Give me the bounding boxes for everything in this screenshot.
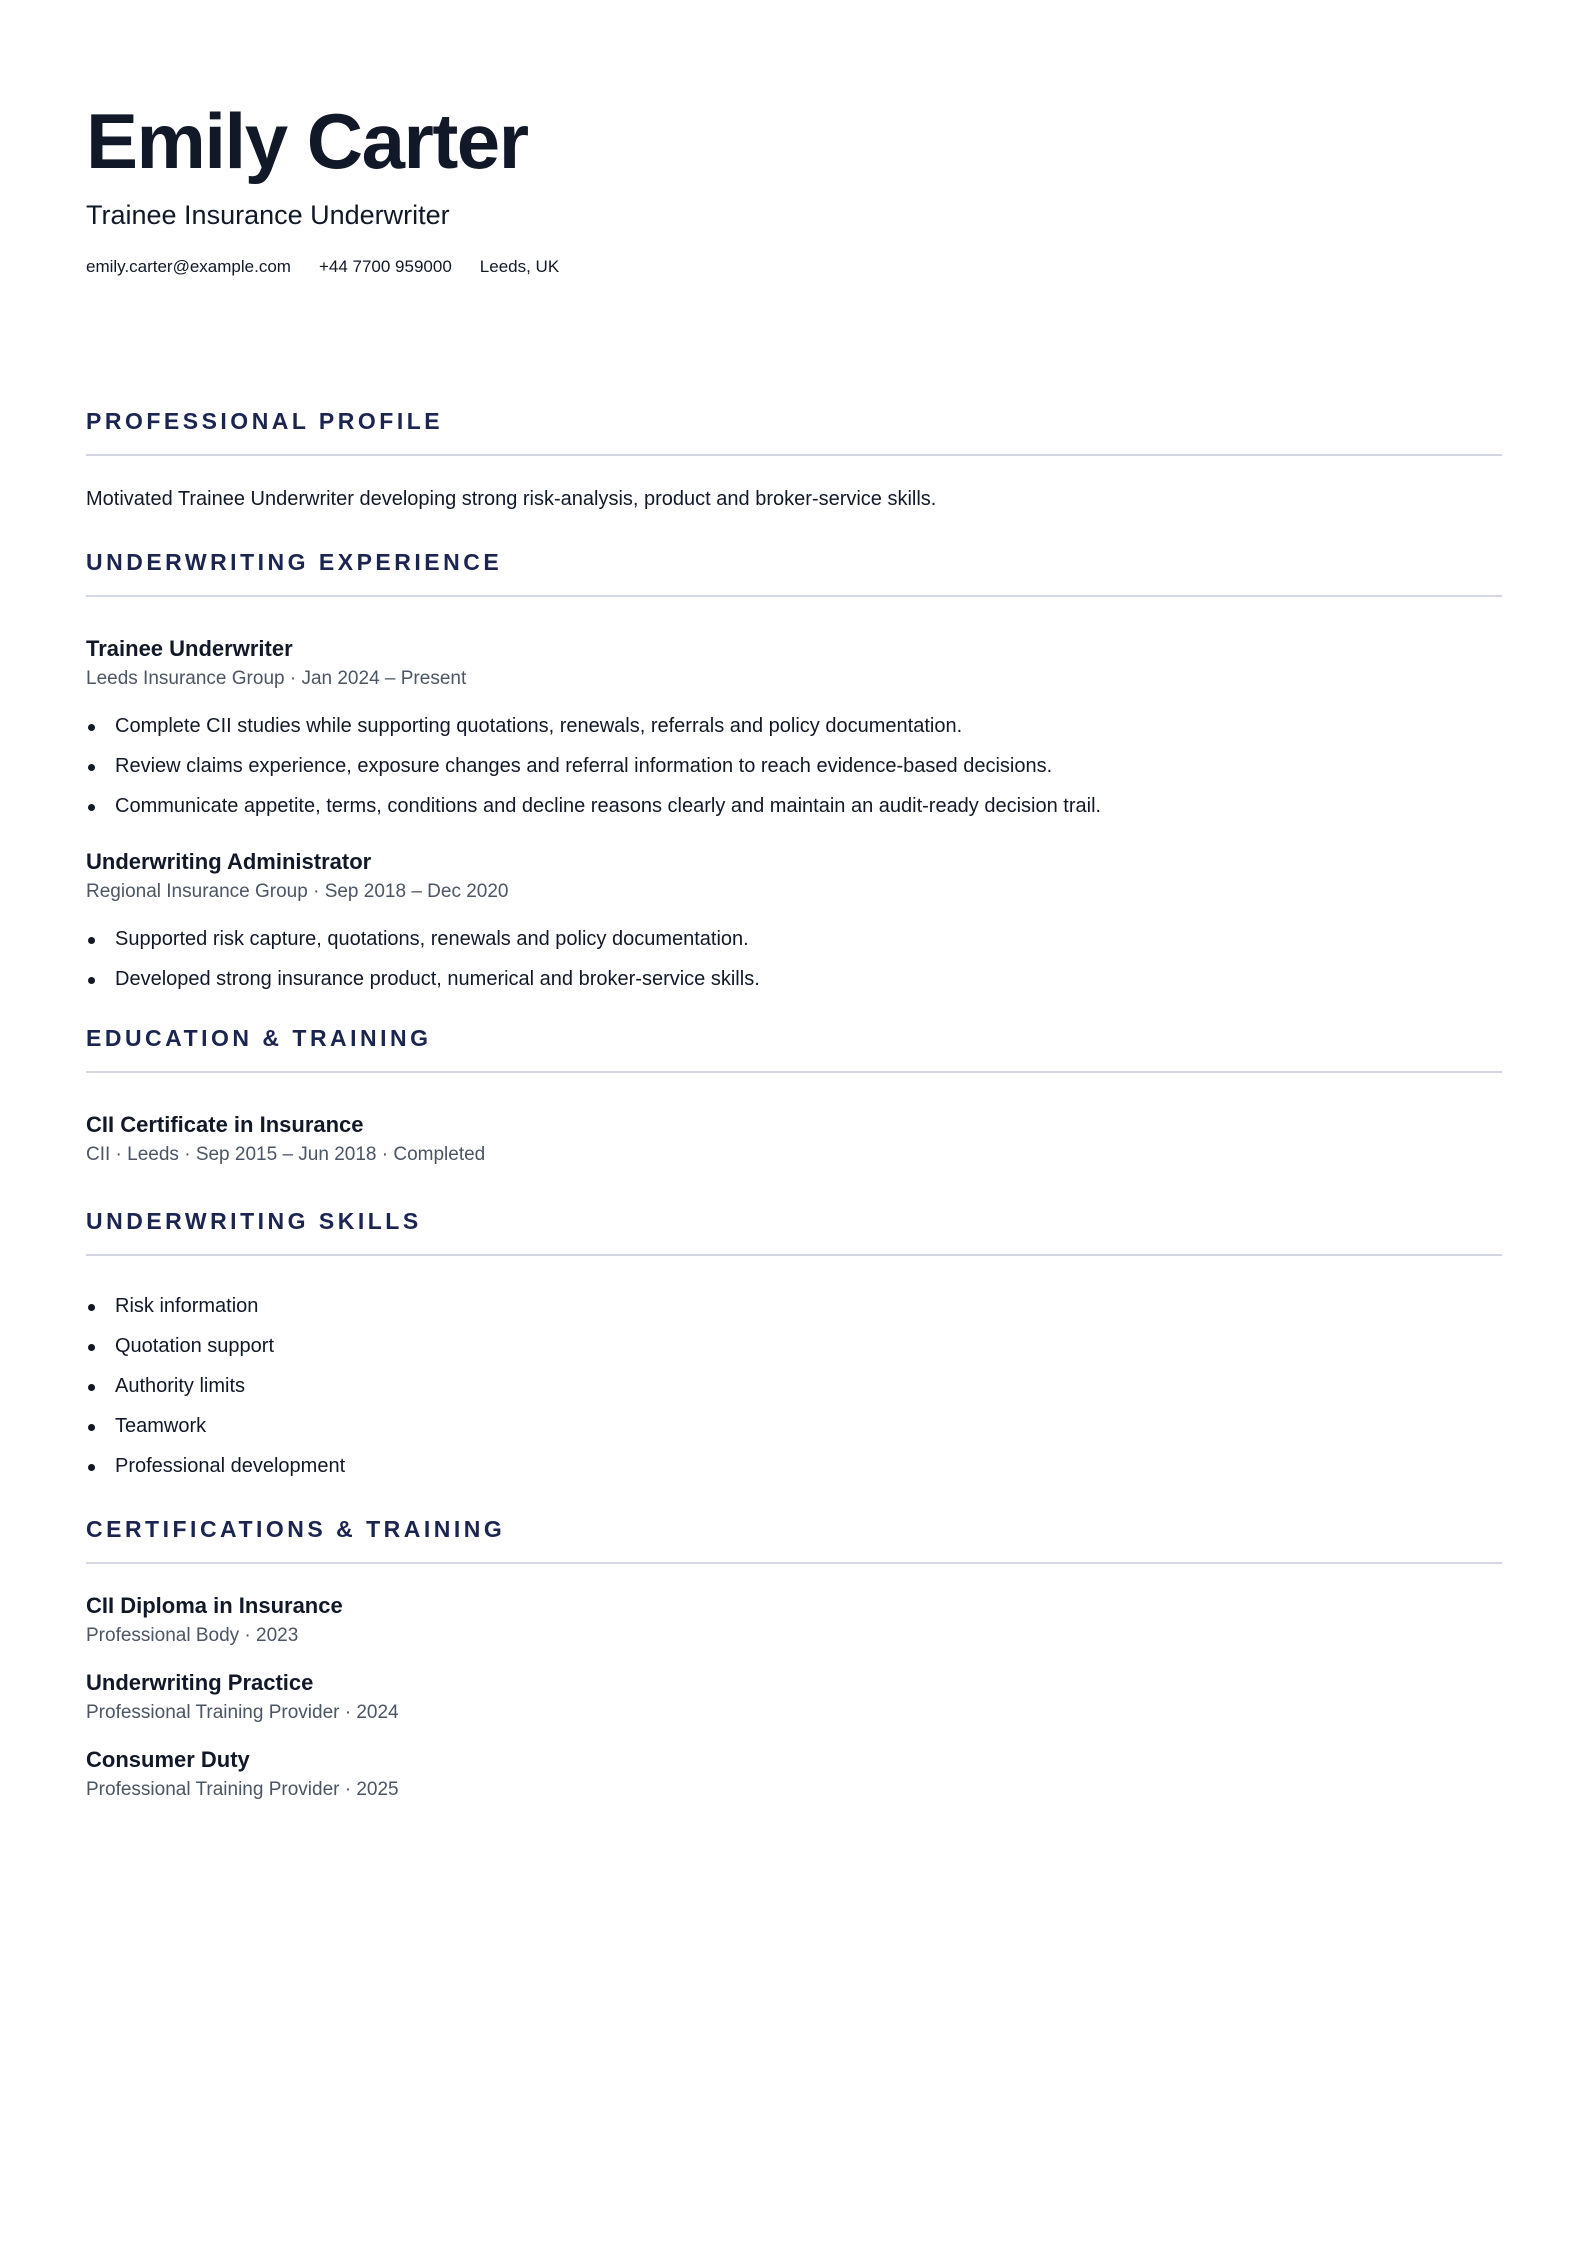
education-title: CII Certificate in Insurance	[86, 1112, 364, 1137]
section-divider	[86, 1254, 1502, 1256]
certification-meta: Professional Body · 2023	[86, 1625, 299, 1646]
section-heading: EDUCATION & TRAINING	[86, 1025, 432, 1051]
certification-entry	[86, 1746, 1502, 1803]
job-meta: Regional Insurance Group · Sep 2018 – Dec 2020	[86, 881, 509, 902]
list-item: Complete CII studies while supporting quotations, renewals, referrals and policy documentation.	[86, 712, 1502, 740]
skill-item: Risk information	[86, 1292, 1502, 1320]
education-meta: CII · Leeds · Sep 2015 – Jun 2018 · Completed	[86, 1144, 486, 1165]
section-certifications	[86, 1514, 1502, 1803]
certification-title: CII Diploma in Insurance	[86, 1593, 343, 1618]
skills-list	[86, 1292, 1502, 1480]
contact-line	[86, 256, 1502, 278]
section-divider	[86, 1071, 1502, 1073]
experience-entry	[86, 848, 1502, 993]
certification-title: Underwriting Practice	[86, 1670, 314, 1695]
skill-item: Professional development	[86, 1452, 1502, 1480]
section-education	[86, 1023, 1502, 1168]
profile-summary: Motivated Trainee Underwriter developing strong risk-analysis, product and broker-service skills.	[86, 488, 937, 510]
section-heading: PROFESSIONAL PROFILE	[86, 408, 444, 434]
list-item: Communicate appetite, terms, conditions and decline reasons clearly and maintain an audit-ready decision trail.	[86, 792, 1502, 820]
section-divider	[86, 595, 1502, 597]
certification-entry	[86, 1669, 1502, 1726]
section-profile	[86, 406, 1502, 513]
list-item: Developed strong insurance product, numerical and broker-service skills.	[86, 965, 1502, 993]
job-bullets	[86, 925, 1502, 993]
section-skills	[86, 1206, 1502, 1480]
certification-meta: Professional Training Provider · 2025	[86, 1779, 399, 1800]
certification-entry	[86, 1592, 1502, 1649]
section-divider	[86, 1562, 1502, 1564]
experience-entry	[86, 635, 1502, 820]
job-title: Trainee Underwriter	[86, 636, 293, 661]
job-meta: Leeds Insurance Group · Jan 2024 – Present	[86, 668, 467, 689]
certification-title: Consumer Duty	[86, 1747, 250, 1772]
contact-location: Leeds, UK	[479, 257, 560, 276]
certification-meta: Professional Training Provider · 2024	[86, 1702, 399, 1723]
job-bullets	[86, 712, 1502, 820]
list-item: Supported risk capture, quotations, renewals and policy documentation.	[86, 925, 1502, 953]
skill-item: Quotation support	[86, 1332, 1502, 1360]
section-divider	[86, 454, 1502, 456]
skill-item: Teamwork	[86, 1412, 1502, 1440]
section-experience	[86, 547, 1502, 993]
resume-header	[86, 0, 1502, 278]
section-heading: UNDERWRITING EXPERIENCE	[86, 549, 503, 575]
contact-phone[interactable]: +44 7700 959000	[318, 257, 452, 276]
candidate-title: Trainee Insurance Underwriter	[86, 200, 450, 230]
skill-item: Authority limits	[86, 1372, 1502, 1400]
section-heading: CERTIFICATIONS & TRAINING	[86, 1516, 506, 1542]
job-title: Underwriting Administrator	[86, 849, 372, 874]
section-heading: UNDERWRITING SKILLS	[86, 1208, 422, 1234]
contact-email[interactable]: emily.carter@example.com	[86, 257, 291, 276]
education-entry	[86, 1111, 1502, 1168]
candidate-name: Emily Carter	[86, 97, 528, 185]
list-item: Review claims experience, exposure changes and referral information to reach evidence-based decisions.	[86, 752, 1502, 780]
